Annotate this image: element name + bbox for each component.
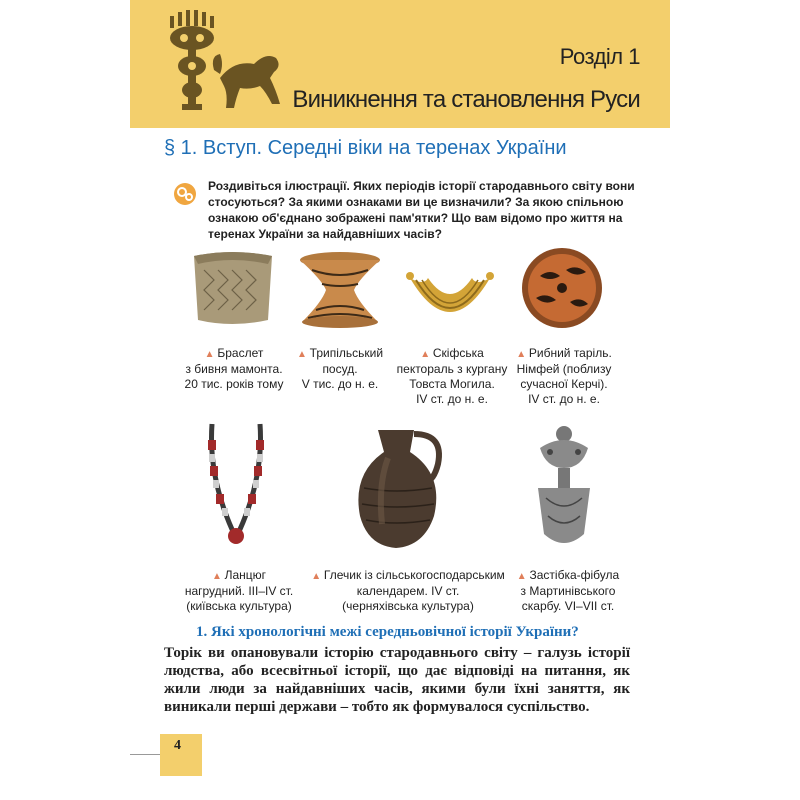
triangle-marker-icon: ▲ (516, 349, 529, 360)
triangle-marker-icon: ▲ (516, 571, 530, 582)
page-number: 4 (174, 738, 181, 753)
triangle-marker-icon: ▲ (311, 571, 324, 582)
triangle-marker-icon: ▲ (211, 571, 225, 582)
fibula-brooch-image (528, 424, 600, 554)
breast-chain-image (196, 420, 276, 550)
chapter-title: Виникнення та становлення Руси (292, 86, 640, 113)
scythian-ornament-logo (154, 8, 294, 118)
caption-calendar-jug: ▲ Глечик із сільськогосподарським календарем. IV ст. (черняхівська культура) (311, 568, 505, 613)
caption-bracelet: ▲ Браслет з бивня мамонта. 20 тис. років тому (184, 346, 284, 391)
task-text: Роздивіться ілюстрації. Яких періодів історії стародавнього світу вони стосуються? За якими ознаками ви це визначили? За якою спільною ознакою об'єднано зображені пам'ятки? Що вам відомо про життя на теренах України за найдавніших часів? (208, 179, 635, 241)
body-paragraph: Торік ви опановували історію стародавнього світу – галузь історії людства, або всесвітньої історії, що дає відповіді на питання, як жили люди за найдавніших часів, якими були їхні заняття, як виникали перші держави – тобто як формувалося суспільство. (164, 645, 630, 715)
question-heading: 1. Які хронологічні межі середньовічної історії України? (196, 624, 579, 640)
fish-plate-image (520, 246, 604, 330)
gears-icon (174, 183, 196, 205)
triangle-marker-icon: ▲ (204, 349, 218, 360)
triangle-marker-icon: ▲ (420, 349, 433, 360)
chapter-label: Розділ 1 (559, 44, 640, 69)
caption-fish-plate: ▲ Рибний таріль. Німфей (поблизу сучасної Керчі). IV ст. до н. е. (516, 346, 612, 406)
page-number-box (160, 734, 202, 776)
mammoth-tusk-bracelet-image (188, 246, 278, 330)
caption-breast-chain: ▲ Ланцюг нагрудний. III–IV ст. (київська культура) (184, 568, 294, 613)
caption-trypillian-pottery: ▲ Трипільський посуд. V тис. до н. е. (296, 346, 384, 391)
chapter-header (130, 0, 670, 128)
trypillian-pottery-image (292, 250, 388, 332)
triangle-marker-icon: ▲ (296, 349, 310, 360)
section-title: § 1. Вступ. Середні віки на теренах України (164, 137, 567, 159)
caption-scythian-pectoral: ▲ Скіфська пектораль з кургану Товста Могила. IV ст. до н. е. (396, 346, 508, 406)
textbook-page (130, 0, 670, 800)
caption-fibula: ▲ Застібка-фібула з Мартинівського скарбу. VI–VII ст. (516, 568, 620, 613)
scythian-pectoral-image (402, 250, 498, 334)
calendar-jug-image (348, 424, 452, 554)
